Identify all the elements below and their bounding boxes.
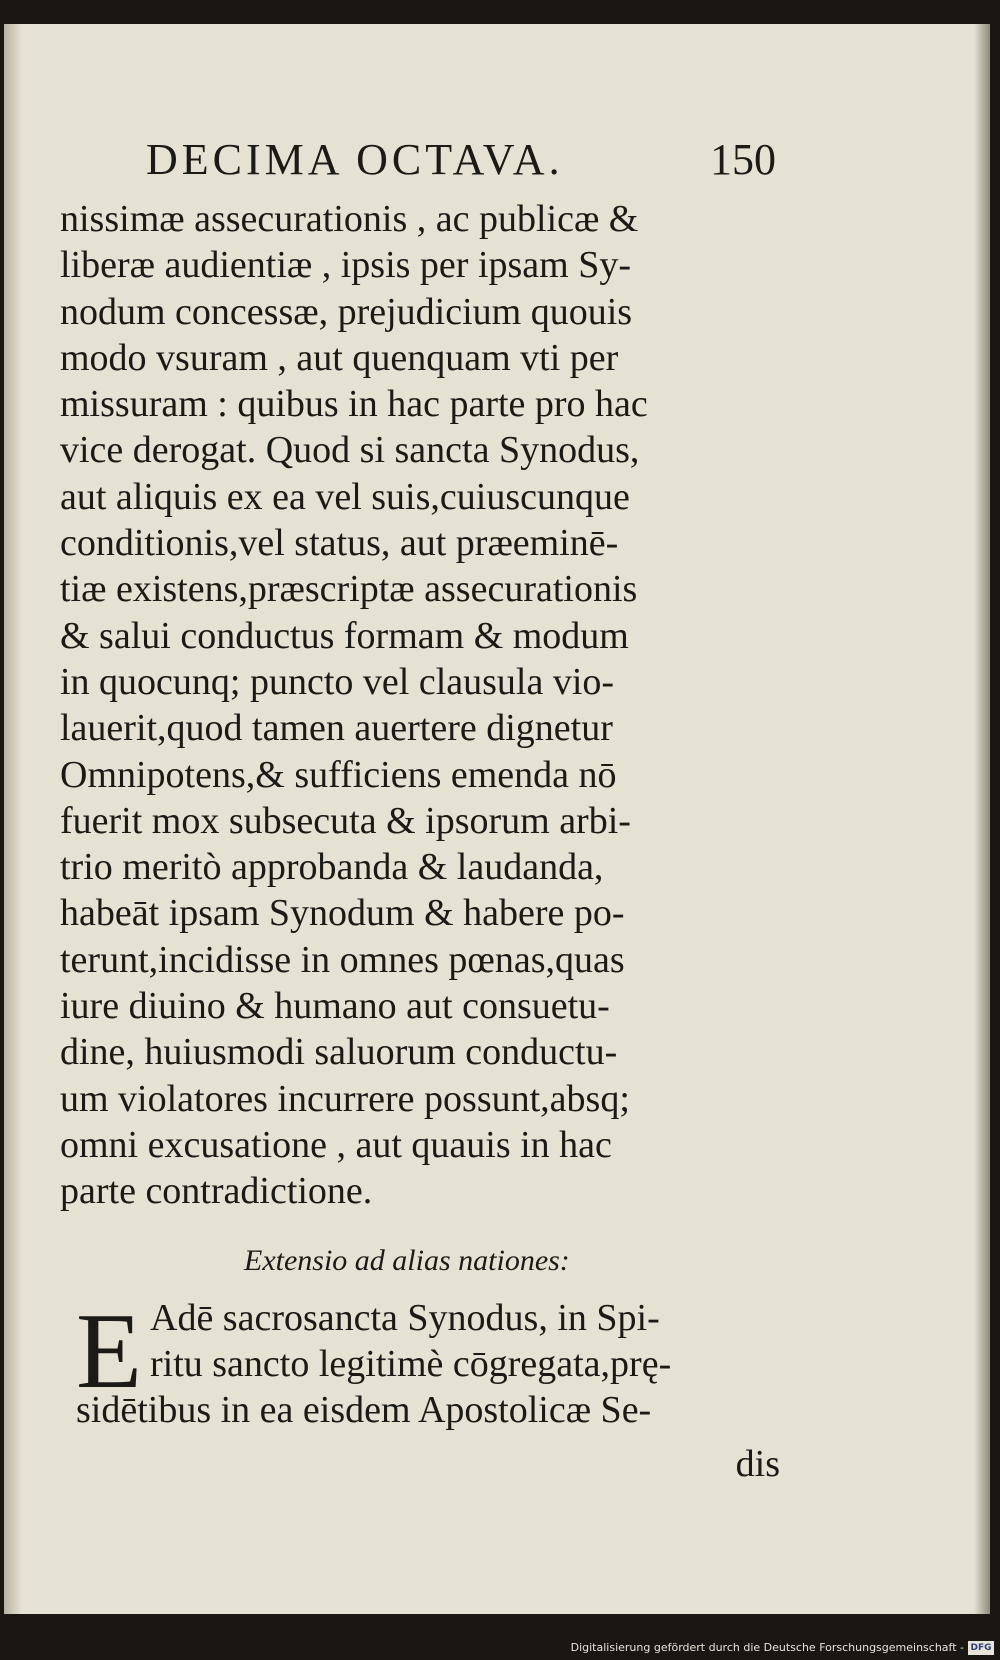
text-line: missuram : quibus in hac parte pro hac (60, 383, 648, 426)
text-line: um violatores incurrere possunt,absq; (60, 1077, 630, 1120)
text-line: nodum concessæ, prejudicium quouis (60, 290, 633, 333)
footer-bar (0, 1634, 1000, 1660)
text-line: nissimæ assecurationis , ac publicæ & (60, 198, 639, 240)
text-line: omni excusatione , aut quauis in hac (60, 1123, 612, 1166)
text-line: in quocunq; puncto vel clausula vio- (60, 660, 615, 703)
dfg-logo: DFG (968, 1641, 994, 1655)
text-line: liberæ audientiæ , ipsis per ipsam Sy- (60, 244, 632, 287)
text-line: ritu sancto legitimè cōgregata,prę- (150, 1343, 672, 1385)
drop-cap-initial: E (76, 1292, 142, 1411)
running-head: DECIMA OCTAVA. (146, 135, 564, 184)
page-gutter-shadow (4, 24, 22, 1614)
text-line: aut aliquis ex ea vel suis,cuiuscunque (60, 475, 630, 518)
text-line: trio meritò approbanda & laudanda, (60, 846, 604, 889)
text-line: dine, huiusmodi saluorum conductu- (60, 1031, 618, 1074)
text-line: tiæ existens,præscriptæ assecurationis (60, 568, 638, 611)
section-subheading: Extensio ad alias nationes: (244, 1244, 570, 1277)
text-line: conditionis,vel status, aut præeminē- (60, 522, 619, 565)
page-number: 150 (710, 135, 776, 184)
text-line: habeāt ipsam Synodum & habere po- (60, 892, 625, 935)
text-line: fuerit mox subsecuta & ipsorum arbi- (60, 799, 631, 842)
text-line: lauerit,quod tamen auertere dignetur (60, 707, 613, 750)
text-line: iure diuino & humano aut consuetu- (60, 985, 610, 1028)
digitization-credit: Digitalisierung gefördert durch die Deutsche Forschungsgemeinschaft - (570, 1641, 964, 1654)
main-paragraph (60, 196, 780, 1215)
text-line: Omnipotens,& sufficiens emenda nō (60, 753, 617, 796)
page-header (146, 134, 776, 194)
text-line: sidētibus in ea eisdem Apostolicæ Se- (76, 1389, 652, 1431)
text-line: & salui conductus formam & modum (60, 614, 629, 657)
catchword: dis (735, 1443, 780, 1485)
second-paragraph (76, 1292, 786, 1476)
text-line: modo vsuram , aut quenquam vti per (60, 336, 619, 379)
page-edge-shadow (974, 24, 990, 1614)
text-line: Adē sacrosancta Synodus, in Spi- (150, 1297, 660, 1339)
book-page (4, 24, 990, 1614)
text-line: vice derogat. Quod si sancta Synodus, (60, 429, 640, 472)
text-line: parte contradictione. (60, 1170, 373, 1213)
text-line: terunt,incidisse in omnes pœnas,quas (60, 938, 625, 981)
